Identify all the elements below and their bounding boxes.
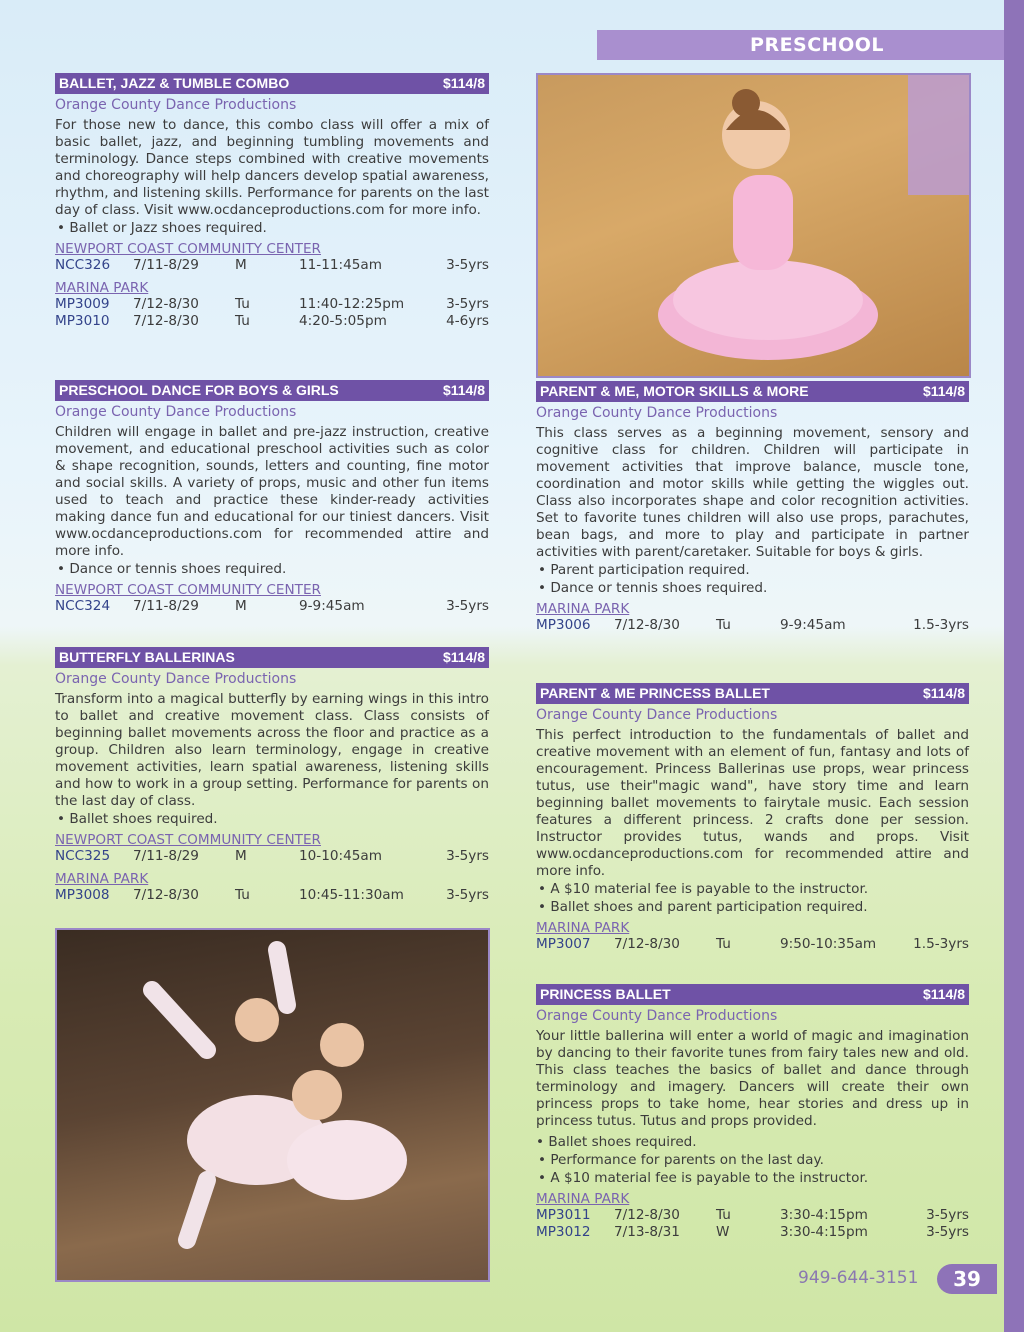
course-time: 11-11:45am bbox=[299, 257, 382, 273]
class-requirement: • Dance or tennis shoes required. bbox=[57, 560, 489, 578]
location-link[interactable]: MARINA PARK bbox=[536, 1191, 630, 1207]
class-provider: Orange County Dance Productions bbox=[55, 97, 297, 113]
sidebar-accent-bar bbox=[1004, 0, 1024, 1332]
schedule-row bbox=[55, 848, 489, 865]
location-link[interactable]: MARINA PARK bbox=[536, 601, 630, 617]
course-time: 9-9:45am bbox=[299, 598, 365, 614]
location-link[interactable]: NEWPORT COAST COMMUNITY CENTER bbox=[55, 241, 321, 257]
course-time: 3:30-4:15pm bbox=[780, 1207, 868, 1223]
course-code[interactable]: MP3008 bbox=[55, 887, 110, 903]
class-provider: Orange County Dance Productions bbox=[536, 405, 778, 421]
class-requirement: • Dance or tennis shoes required. bbox=[538, 579, 969, 597]
class-description: Your little ballerina will enter a world of magic and imagination by dancing to their favorite tunes from fairy tales new and old. This class teaches the basics of ballet and dance through terminology and imagery. Dancers will create their own princess props to take home, hear stories and dress up in princess tutus. Tutus and props provided. bbox=[536, 1028, 969, 1129]
course-time: 9:50-10:35am bbox=[780, 936, 877, 952]
course-time: 3:30-4:15pm bbox=[780, 1224, 868, 1240]
course-dates: 7/11-8/29 bbox=[133, 848, 199, 864]
location-link[interactable]: NEWPORT COAST COMMUNITY CENTER bbox=[55, 582, 321, 598]
course-day: M bbox=[235, 598, 247, 614]
class-provider: Orange County Dance Productions bbox=[536, 1008, 778, 1024]
class-provider: Orange County Dance Productions bbox=[55, 404, 297, 420]
schedule-row bbox=[536, 936, 969, 953]
right-column-2 bbox=[536, 683, 969, 953]
course-age: 4-6yrs bbox=[446, 313, 489, 329]
ballerina-illustration bbox=[538, 75, 969, 376]
course-dates: 7/12-8/30 bbox=[614, 936, 680, 952]
left-column-3 bbox=[55, 647, 489, 904]
dancers-photo bbox=[55, 928, 490, 1282]
course-day: Tu bbox=[716, 1207, 731, 1223]
course-dates: 7/13-8/31 bbox=[614, 1224, 680, 1240]
schedule-row bbox=[55, 257, 489, 274]
course-age: 1.5-3yrs bbox=[913, 617, 969, 633]
course-age: 3-5yrs bbox=[926, 1207, 969, 1223]
schedule-row bbox=[536, 1224, 969, 1241]
course-dates: 7/11-8/29 bbox=[133, 598, 199, 614]
class-description: This perfect introduction to the fundamentals of ballet and creative movement with an element of fun, fantasy and lots of encouragement. Princess Ballerinas use props, wear princess tutus, use their"magic wand", have story time and learn beginning ballet movements to fairytale music. Each session features a different princess. 2 crafts done per session. Instructor provides tutus, wands and props. Visit www.ocdanceproductions.com for recommended attire and more info. bbox=[536, 727, 969, 879]
schedule-row bbox=[55, 887, 489, 904]
class-title-bar bbox=[536, 984, 969, 1005]
class-description: For those new to dance, this combo class will offer a mix of basic ballet, jazz, and beginning tumbling movements and terminology. Dance steps combined with creative movements and choreography will help dancers develop spatial awareness, rhythm, and listening skills. Performance for parents on the last day of class. Visit www.ocdanceproductions.com for more info. bbox=[55, 117, 489, 218]
class-requirement: • A $10 material fee is payable to the instructor. bbox=[538, 880, 969, 898]
course-age: 3-5yrs bbox=[446, 257, 489, 273]
class-description: This class serves as a beginning movement, sensory and cognitive class for children. Children will participate in movement activities that improve balance, muscle tone, coordination and motor skills while getting the wiggles out. Class also incorporates shape and color recognition activities. Set to favorite tunes children will also use props, parachutes, bean bags, and more to play and participate in partner activities with parent/caretaker. Suitable for boys & girls. bbox=[536, 425, 969, 560]
class-description: Transform into a magical butterfly by earning wings in this intro to ballet and creative movement class. Class consists of beginning ballet movements across the floor and practice as a group. Children also learn terminology, engage in creative movement activities, learn spatial awareness, listening skills and how to work in a group setting. Performance for parents on the last day of class. bbox=[55, 691, 489, 809]
location-link[interactable]: MARINA PARK bbox=[55, 280, 149, 296]
course-time: 11:40-12:25pm bbox=[299, 296, 405, 312]
course-time: 4:20-5:05pm bbox=[299, 313, 387, 329]
class-provider: Orange County Dance Productions bbox=[55, 671, 297, 687]
class-note bbox=[536, 1133, 969, 1151]
course-day: Tu bbox=[235, 296, 250, 312]
class-requirement: • Parent participation required. bbox=[538, 561, 969, 579]
schedule-row bbox=[55, 296, 489, 313]
class-title-bar bbox=[536, 683, 969, 704]
class-price: $114/8 bbox=[442, 382, 485, 398]
course-age: 3-5yrs bbox=[446, 887, 489, 903]
course-day: M bbox=[235, 257, 247, 273]
course-code[interactable]: MP3009 bbox=[55, 296, 110, 312]
class-title-bar bbox=[55, 380, 489, 401]
dancers-illustration bbox=[57, 930, 488, 1280]
class-title: PRESCHOOL DANCE FOR BOYS & GIRLS bbox=[59, 382, 339, 398]
class-price: $114/8 bbox=[922, 986, 965, 1002]
course-code[interactable]: MP3007 bbox=[536, 936, 591, 952]
class-title: PRINCESS BALLET bbox=[540, 986, 671, 1002]
course-dates: 7/12-8/30 bbox=[133, 296, 199, 312]
course-time: 10:45-11:30am bbox=[299, 887, 404, 903]
course-dates: 7/12-8/30 bbox=[133, 313, 199, 329]
course-code[interactable]: MP3011 bbox=[536, 1207, 591, 1223]
class-provider: Orange County Dance Productions bbox=[536, 707, 778, 723]
class-price: $114/8 bbox=[922, 383, 965, 399]
class-price: $114/8 bbox=[442, 649, 485, 665]
course-age: 3-5yrs bbox=[446, 598, 489, 614]
course-code[interactable]: NCC326 bbox=[55, 257, 111, 273]
course-code[interactable]: NCC324 bbox=[55, 598, 111, 614]
course-day: Tu bbox=[716, 617, 731, 633]
course-code[interactable]: MP3012 bbox=[536, 1224, 591, 1240]
class-listing bbox=[55, 73, 489, 330]
class-title-bar bbox=[536, 381, 969, 402]
schedule-row bbox=[536, 1207, 969, 1224]
class-requirement: • Ballet or Jazz shoes required. bbox=[57, 219, 489, 237]
course-time: 9-9:45am bbox=[780, 617, 846, 633]
right-column bbox=[536, 381, 969, 634]
course-day: Tu bbox=[235, 887, 250, 903]
class-note-text: Ballet shoes required. bbox=[548, 1134, 697, 1150]
location-link[interactable]: MARINA PARK bbox=[536, 920, 630, 936]
course-time: 10-10:45am bbox=[299, 848, 382, 864]
class-title: PARENT & ME PRINCESS BALLET bbox=[540, 685, 770, 701]
left-column-2 bbox=[55, 380, 489, 615]
schedule-row bbox=[55, 313, 489, 330]
location-link[interactable]: MARINA PARK bbox=[55, 871, 149, 887]
class-title: BALLET, JAZZ & TUMBLE COMBO bbox=[59, 75, 290, 91]
course-code[interactable]: MP3006 bbox=[536, 617, 591, 633]
class-requirement: • Ballet shoes and parent participation required. bbox=[538, 898, 969, 916]
course-dates: 7/12-8/30 bbox=[614, 617, 680, 633]
class-price: $114/8 bbox=[922, 685, 965, 701]
course-age: 3-5yrs bbox=[446, 848, 489, 864]
course-code[interactable]: MP3010 bbox=[55, 313, 110, 329]
class-price: $114/8 bbox=[442, 75, 485, 91]
course-age: 3-5yrs bbox=[446, 296, 489, 312]
class-requirement: • Performance for parents on the last day. bbox=[538, 1151, 969, 1169]
course-dates: 7/12-8/30 bbox=[614, 1207, 680, 1223]
schedule-row bbox=[536, 617, 969, 634]
schedule-row bbox=[55, 598, 489, 615]
ballerina-photo bbox=[536, 73, 971, 378]
course-code[interactable]: NCC325 bbox=[55, 848, 111, 864]
footer-phone: 949-644-3151 bbox=[798, 1268, 919, 1288]
class-title-bar bbox=[55, 647, 489, 668]
course-day: W bbox=[716, 1224, 730, 1240]
class-requirement: • A $10 material fee is payable to the instructor. bbox=[538, 1169, 969, 1187]
course-age: 3-5yrs bbox=[926, 1224, 969, 1240]
course-day: Tu bbox=[235, 313, 250, 329]
course-age: 1.5-3yrs bbox=[913, 936, 969, 952]
class-title-bar bbox=[55, 73, 489, 94]
course-day: M bbox=[235, 848, 247, 864]
right-column-3 bbox=[536, 984, 969, 1241]
course-day: Tu bbox=[716, 936, 731, 952]
class-description: Children will engage in ballet and pre-jazz instruction, creative movement, and educational preschool activities such as color & shape recognition, sounds, letters and counting, fine motor and social skills. A variety of props, music and other fun items used to teach and practice these kinder-ready activities making dance fun and educational for our tiniest dancers. Visit www.ocdanceproductions.com for recommended attire and more info. bbox=[55, 424, 489, 559]
course-dates: 7/12-8/30 bbox=[133, 887, 199, 903]
class-requirement: • Ballet shoes required. bbox=[57, 810, 489, 828]
section-header: PRESCHOOL bbox=[597, 30, 1004, 60]
location-link[interactable]: NEWPORT COAST COMMUNITY CENTER bbox=[55, 832, 321, 848]
left-column bbox=[55, 73, 489, 330]
course-dates: 7/11-8/29 bbox=[133, 257, 199, 273]
page-number: 39 bbox=[937, 1264, 997, 1294]
class-title: BUTTERFLY BALLERINAS bbox=[59, 649, 235, 665]
class-title: PARENT & ME, MOTOR SKILLS & MORE bbox=[540, 383, 809, 399]
